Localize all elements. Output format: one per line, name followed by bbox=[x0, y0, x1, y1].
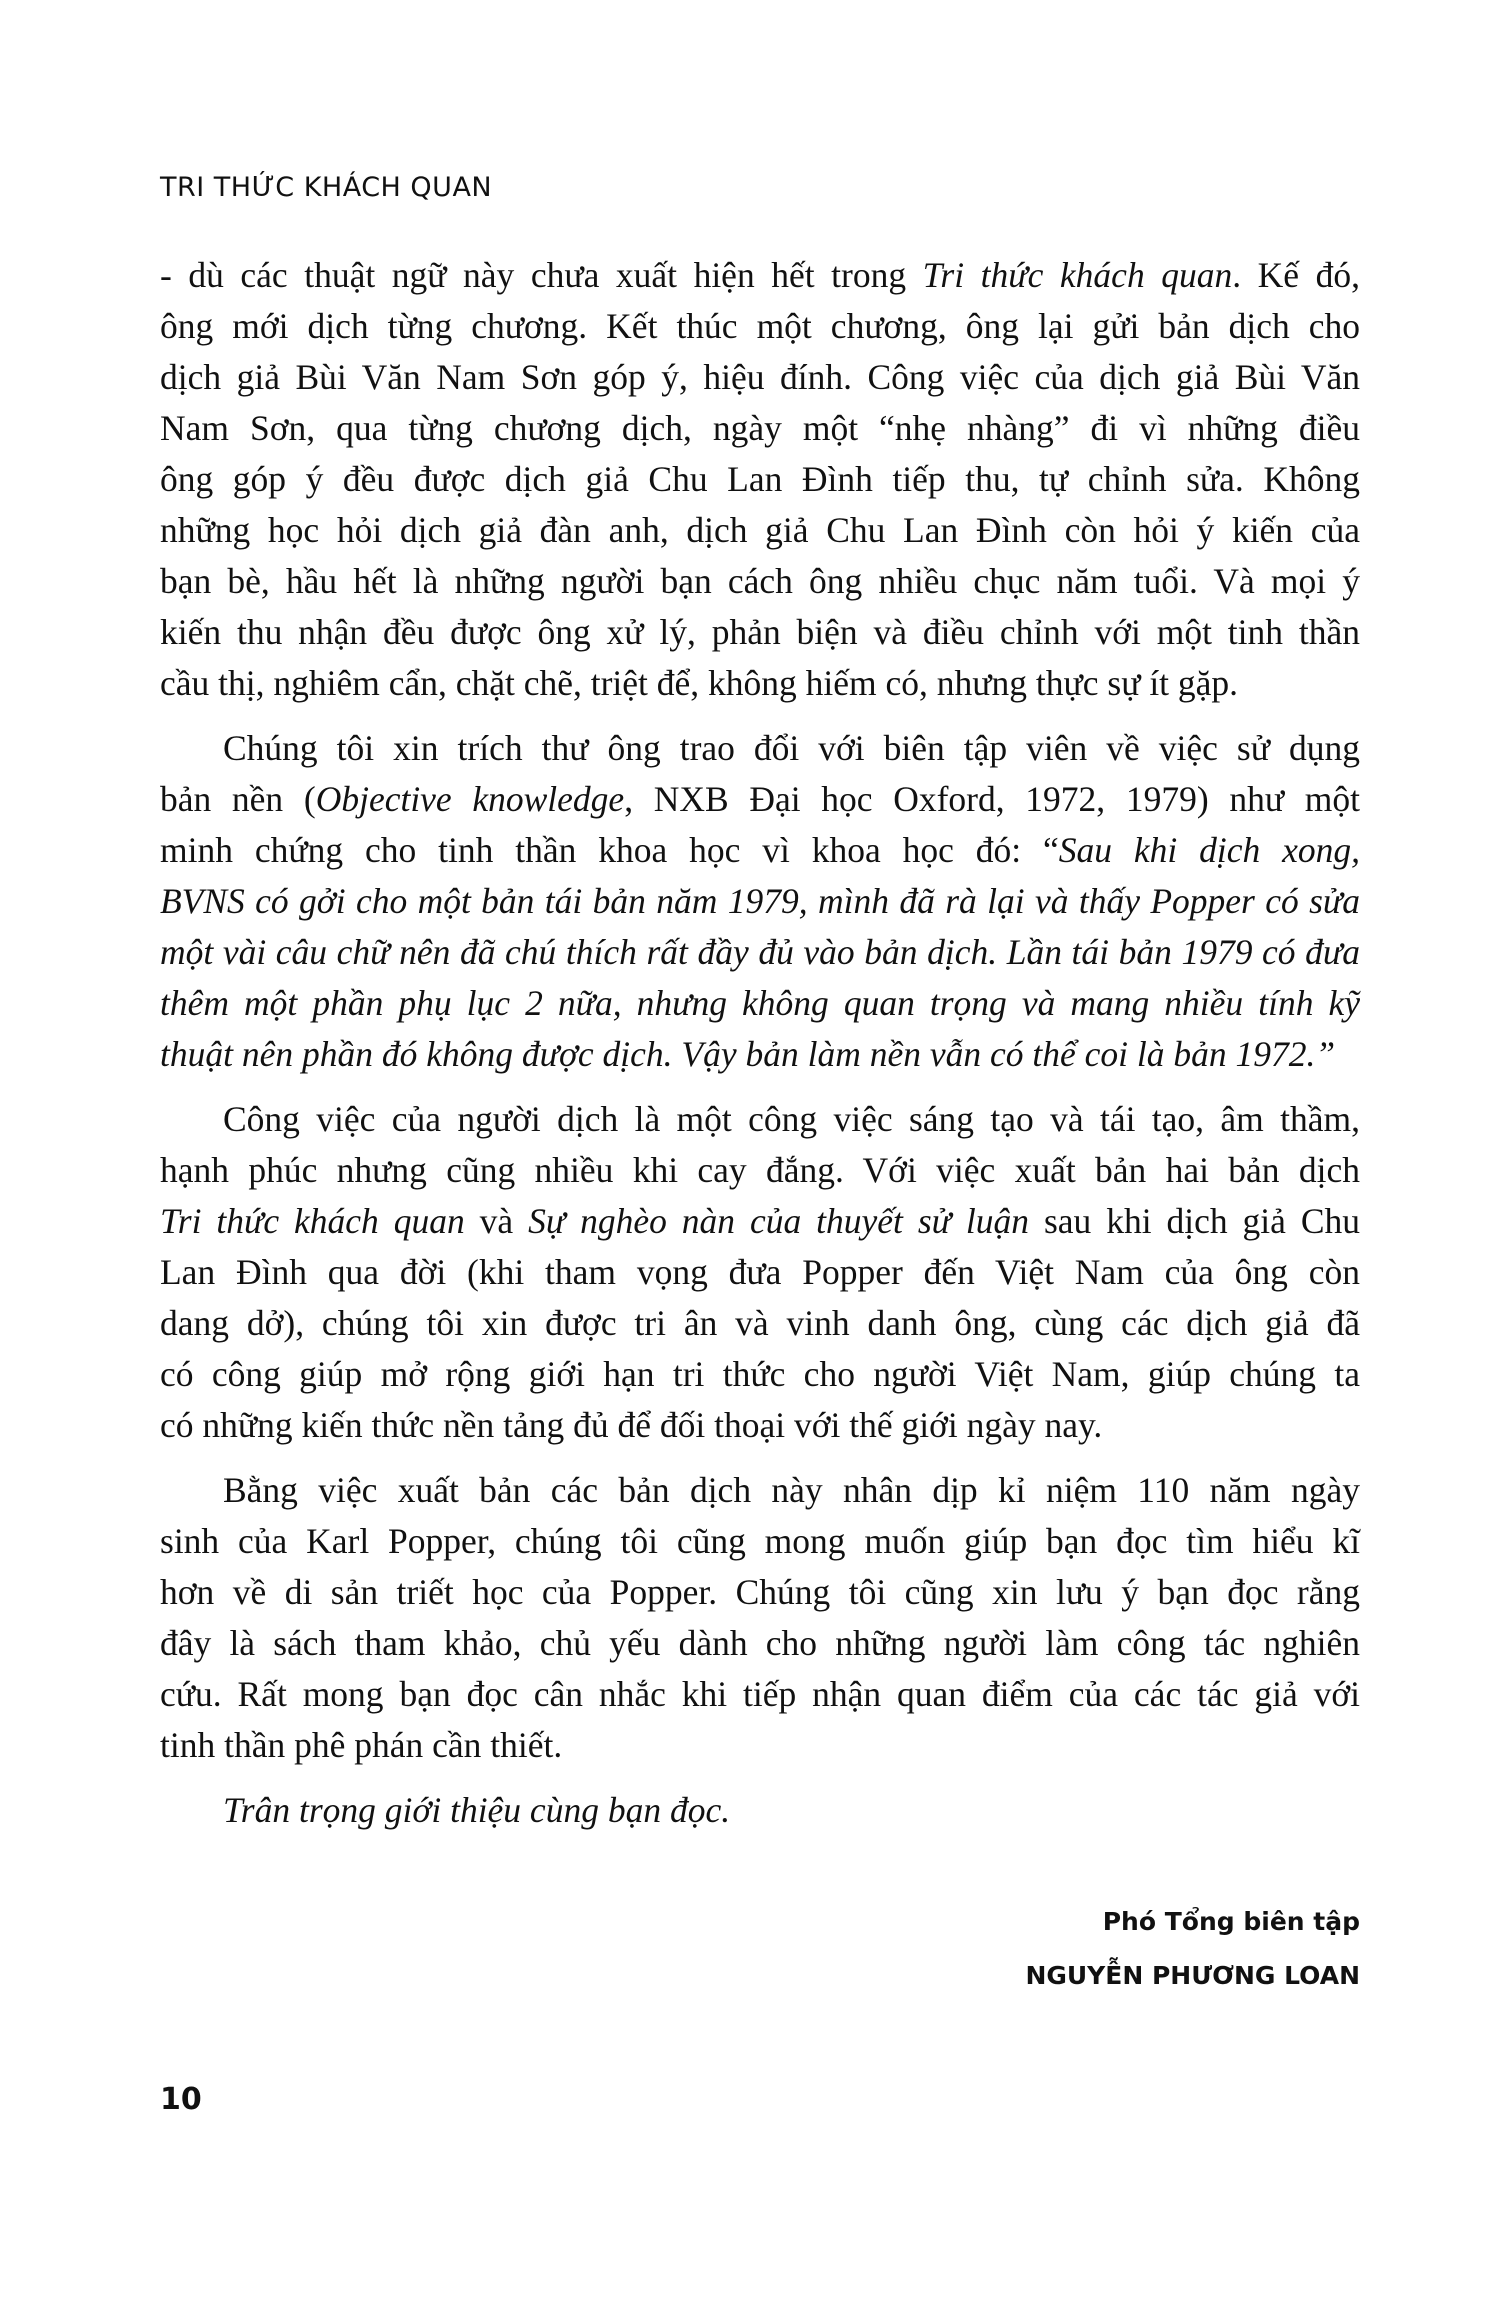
paragraph bbox=[160, 250, 1360, 709]
text-line bbox=[160, 1247, 1360, 1298]
text-line bbox=[160, 658, 1360, 709]
signature-block bbox=[1025, 1895, 1360, 2003]
italic-text: BVNS có gởi cho một bản tái bản năm 1979, mình đã rà lại và thấy Popper có sửa bbox=[160, 881, 1360, 921]
text-line bbox=[160, 1400, 1360, 1451]
text-line bbox=[160, 250, 1360, 301]
text-run: sinh của Karl Popper, chúng tôi cũng mong muốn giúp bạn đọc tìm hiểu kĩ bbox=[160, 1521, 1360, 1561]
text-run: cầu thị, nghiêm cẩn, chặt chẽ, triệt để, không hiếm có, nhưng thực sự ít gặp. bbox=[160, 663, 1239, 703]
text-run: bản nền ( bbox=[160, 779, 316, 819]
text-line bbox=[160, 1349, 1360, 1400]
text-run: Lan Đình qua đời (khi tham vọng đưa Popper đến Việt Nam của ông còn bbox=[160, 1252, 1360, 1292]
text-run: có công giúp mở rộng giới hạn tri thức cho người Việt Nam, giúp chúng ta bbox=[160, 1354, 1360, 1394]
text-run: hơn về di sản triết học của Popper. Chúng tôi cũng xin lưu ý bạn đọc rằng bbox=[160, 1572, 1360, 1612]
page-number: 10 bbox=[160, 2082, 202, 2117]
text-line bbox=[160, 774, 1360, 825]
text-run: minh chứng cho tinh thần khoa học vì khoa học đó: “ bbox=[160, 830, 1059, 870]
text-line bbox=[160, 1567, 1360, 1618]
italic-text: Sự nghèo nàn của thuyết sử luận bbox=[528, 1201, 1030, 1241]
text-run: sau khi dịch giả Chu bbox=[1029, 1201, 1360, 1241]
text-run: và bbox=[464, 1201, 529, 1241]
text-run: . Kế đó, bbox=[1232, 255, 1360, 295]
paragraph bbox=[160, 1465, 1360, 1771]
text-line bbox=[160, 978, 1360, 1029]
italic-text: Objective knowledge bbox=[315, 779, 625, 819]
text-run: ông góp ý đều được dịch giả Chu Lan Đình tiếp thu, tự chỉnh sửa. Không bbox=[160, 459, 1360, 499]
italic-text: một vài câu chữ nên đã chú thích rất đầy đủ vào bản dịch. Lần tái bản 1979 có đưa bbox=[160, 932, 1360, 972]
signature-name: NGUYỄN PHƯƠNG LOAN bbox=[1025, 1961, 1360, 1990]
text-run: Nam Sơn, qua từng chương dịch, ngày một “nhẹ nhàng” đi vì những điều bbox=[160, 408, 1360, 448]
text-line bbox=[160, 1516, 1360, 1567]
text-line bbox=[160, 1669, 1360, 1720]
text-line bbox=[160, 1785, 1360, 1836]
text-line bbox=[160, 454, 1360, 505]
text-run: - dù các thuật ngữ này chưa xuất hiện hết trong bbox=[160, 255, 923, 295]
text-line bbox=[160, 1145, 1360, 1196]
text-line bbox=[160, 927, 1360, 978]
text-line bbox=[160, 1196, 1360, 1247]
text-line bbox=[160, 1094, 1360, 1145]
text-line bbox=[160, 825, 1360, 876]
text-line bbox=[160, 1029, 1360, 1080]
text-run: những học hỏi dịch giả đàn anh, dịch giả Chu Lan Đình còn hỏi ý kiến của bbox=[160, 510, 1360, 550]
text-line bbox=[160, 403, 1360, 454]
text-run: dịch giả Bùi Văn Nam Sơn góp ý, hiệu đính. Công việc của dịch giả Bùi Văn bbox=[160, 357, 1360, 397]
text-run: cứu. Rất mong bạn đọc cân nhắc khi tiếp nhận quan điểm của các tác giả với bbox=[160, 1674, 1360, 1714]
text-line bbox=[160, 352, 1360, 403]
text-run: có những kiến thức nền tảng đủ để đối thoại với thế giới ngày nay. bbox=[160, 1405, 1103, 1445]
text-line bbox=[160, 607, 1360, 658]
paragraph-gap bbox=[160, 709, 1360, 723]
text-line bbox=[160, 1720, 1360, 1771]
italic-text: thêm một phần phụ lục 2 nữa, nhưng không quan trọng và mang nhiều tính kỹ bbox=[160, 983, 1360, 1023]
text-line bbox=[160, 1465, 1360, 1516]
italic-text: Sau khi dịch xong, bbox=[1058, 830, 1360, 870]
text-run: Bằng việc xuất bản các bản dịch này nhân dịp kỉ niệm 110 năm ngày bbox=[223, 1470, 1360, 1510]
signature-role: Phó Tổng biên tập bbox=[1102, 1907, 1360, 1936]
text-run: Chúng tôi xin trích thư ông trao đổi với biên tập viên về việc sử dụng bbox=[223, 728, 1360, 768]
paragraph-gap bbox=[160, 1080, 1360, 1094]
text-run: kiến thu nhận đều được ông xử lý, phản biện và điều chỉnh với một tinh thần bbox=[160, 612, 1360, 652]
text-line bbox=[160, 556, 1360, 607]
body-text bbox=[160, 250, 1360, 1836]
text-line bbox=[160, 505, 1360, 556]
text-line bbox=[160, 1298, 1360, 1349]
text-line bbox=[160, 301, 1360, 352]
text-line bbox=[160, 876, 1360, 927]
text-run: bạn bè, hầu hết là những người bạn cách ông nhiều chục năm tuổi. Và mọi ý bbox=[160, 561, 1360, 601]
text-line bbox=[160, 723, 1360, 774]
italic-text: thuật nên phần đó không được dịch. Vậy bản làm nền vẫn có thể coi là bản 1972.” bbox=[160, 1034, 1336, 1074]
paragraph bbox=[160, 1094, 1360, 1451]
text-run: dang dở), chúng tôi xin được tri ân và vinh danh ông, cùng các dịch giả đã bbox=[160, 1303, 1360, 1343]
paragraph-gap bbox=[160, 1771, 1360, 1785]
italic-text: Tri thức khách quan bbox=[922, 255, 1233, 295]
text-line bbox=[160, 1618, 1360, 1669]
italic-text: Tri thức khách quan bbox=[160, 1201, 465, 1241]
text-run: , NXB Đại học Oxford, 1972, 1979) như một bbox=[624, 779, 1360, 819]
running-header: TRI THỨC KHÁCH QUAN bbox=[160, 172, 493, 203]
italic-text: Trân trọng giới thiệu cùng bạn đọc. bbox=[223, 1790, 731, 1830]
text-run: tinh thần phê phán cần thiết. bbox=[160, 1725, 563, 1765]
paragraph-gap bbox=[160, 1451, 1360, 1465]
text-run: Công việc của người dịch là một công việc sáng tạo và tái tạo, âm thầm, bbox=[223, 1099, 1360, 1139]
text-run: ông mới dịch từng chương. Kết thúc một chương, ông lại gửi bản dịch cho bbox=[160, 306, 1360, 346]
paragraph bbox=[160, 723, 1360, 1080]
text-run: hạnh phúc nhưng cũng nhiều khi cay đắng. Với việc xuất bản hai bản dịch bbox=[160, 1150, 1360, 1190]
text-run: đây là sách tham khảo, chủ yếu dành cho những người làm công tác nghiên bbox=[160, 1623, 1360, 1663]
paragraph bbox=[160, 1785, 1360, 1836]
